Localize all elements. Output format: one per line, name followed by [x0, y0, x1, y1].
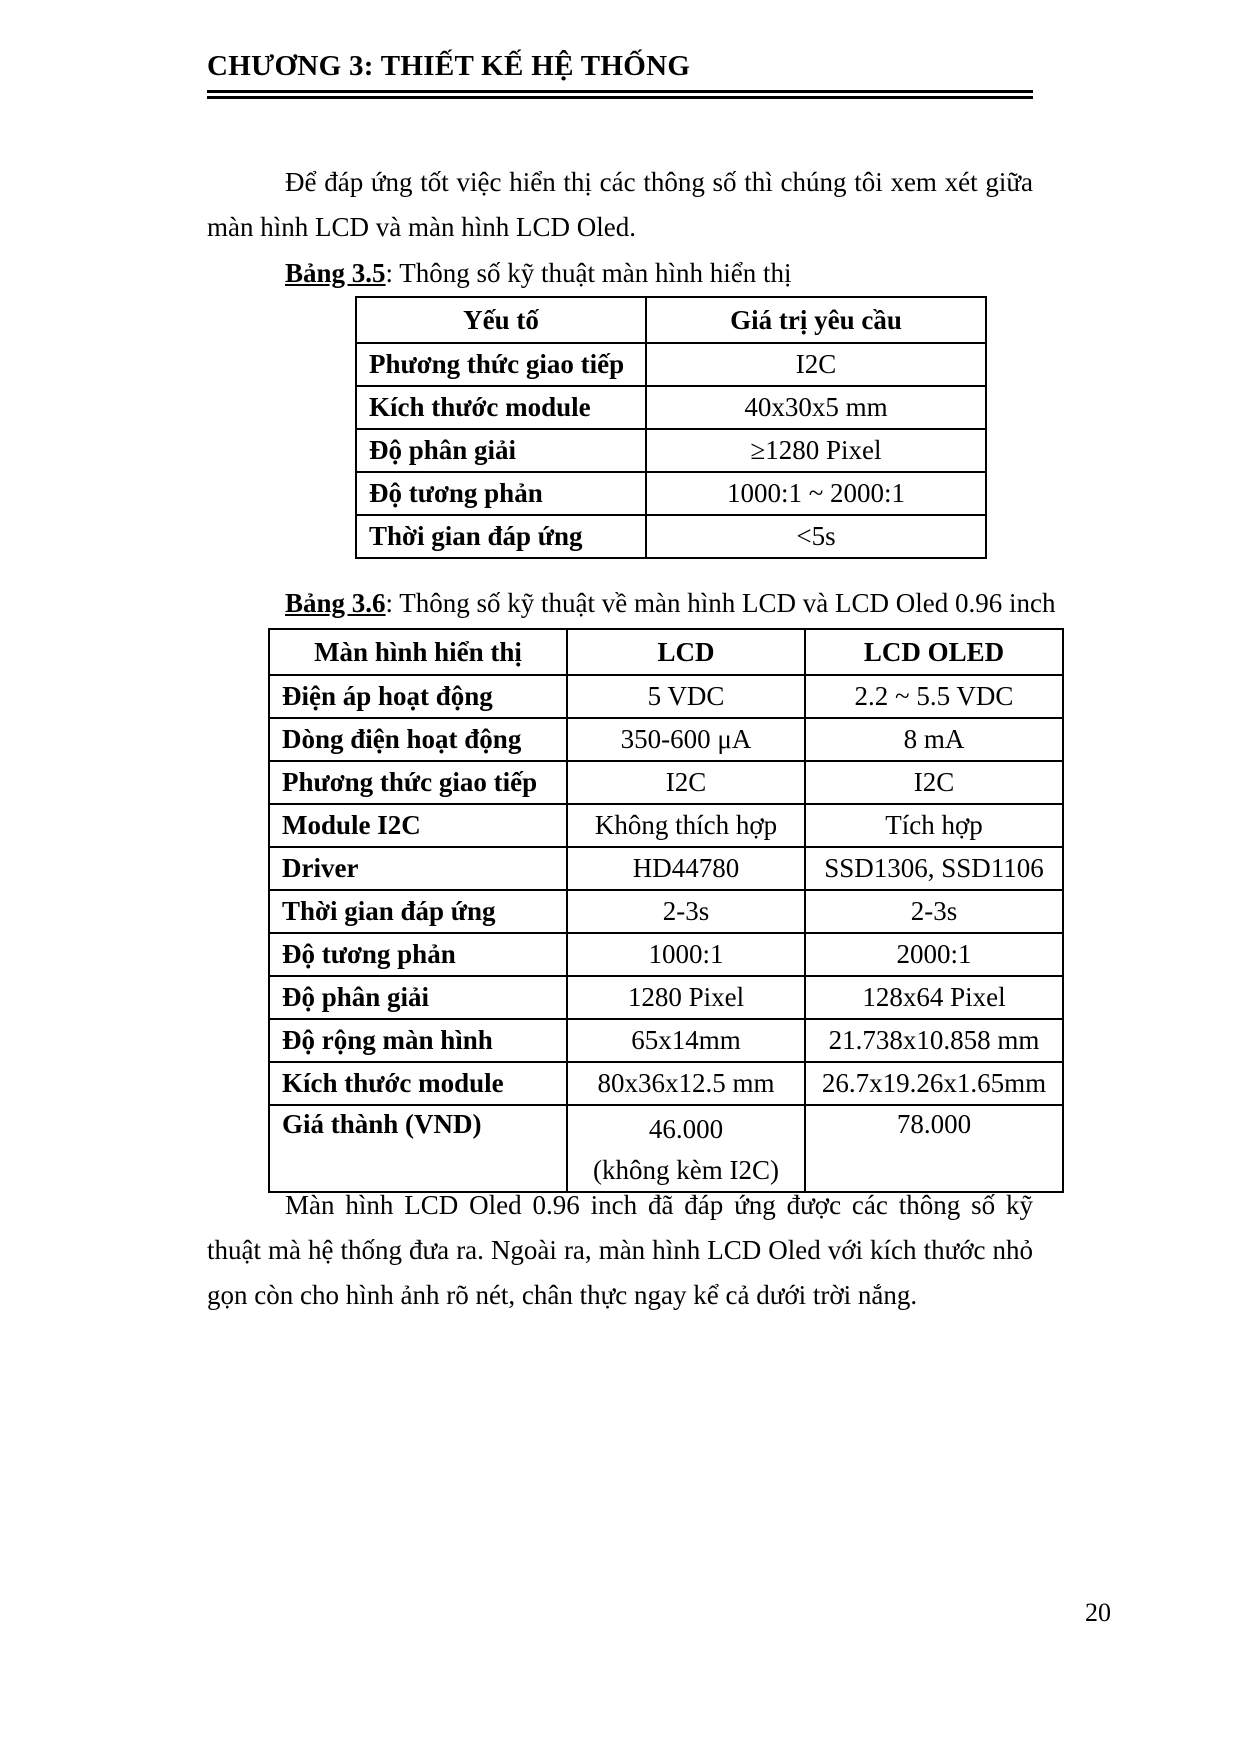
- lcd-value: 65x14mm: [567, 1019, 805, 1062]
- row-label: Module I2C: [269, 804, 567, 847]
- lcd-value: 1280 Pixel: [567, 976, 805, 1019]
- oled-value: SSD1306, SSD1106: [805, 847, 1063, 890]
- table-row: [269, 761, 1063, 804]
- column-header: Giá trị yêu cầu: [646, 297, 986, 343]
- lcd-price: 46.000: [648, 1114, 724, 1144]
- table-row: [269, 847, 1063, 890]
- lcd-value: 5 VDC: [567, 675, 805, 718]
- table-3-6-caption-text: : Thông số kỹ thuật về màn hình LCD và LCD Oled 0.96 inch: [385, 588, 1056, 618]
- table-3-5-caption-label: Bảng 3.5: [285, 258, 386, 288]
- column-header: LCD: [567, 629, 805, 675]
- oled-value: 2.2 ~ 5.5 VDC: [805, 675, 1063, 718]
- table-row: [356, 386, 986, 429]
- table-row: [269, 1105, 1063, 1192]
- lcd-value: 1000:1: [567, 933, 805, 976]
- row-value: 1000:1 ~ 2000:1: [646, 472, 986, 515]
- lcd-value: 80x36x12.5 mm: [567, 1062, 805, 1105]
- table-row: [269, 804, 1063, 847]
- lcd-value: [567, 1105, 805, 1192]
- oled-value: I2C: [805, 761, 1063, 804]
- oled-value: 2-3s: [805, 890, 1063, 933]
- row-label: Độ phân giải: [356, 429, 646, 472]
- row-label: Giá thành (VND): [269, 1105, 567, 1192]
- row-label: Phương thức giao tiếp: [356, 343, 646, 386]
- row-label: Độ tương phản: [356, 472, 646, 515]
- oled-value: 128x64 Pixel: [805, 976, 1063, 1019]
- oled-value: 78.000: [805, 1105, 1063, 1192]
- table-row: [356, 515, 986, 558]
- row-label: Điện áp hoạt động: [269, 675, 567, 718]
- compare-table-3-6: [268, 628, 1064, 1193]
- row-label: Phương thức giao tiếp: [269, 761, 567, 804]
- table-row: [269, 718, 1063, 761]
- row-label: Driver: [269, 847, 567, 890]
- table-row: [269, 1062, 1063, 1105]
- table-row: [269, 933, 1063, 976]
- page-number: 20: [1085, 1598, 1111, 1627]
- row-label: Kích thước module: [356, 386, 646, 429]
- lcd-price-note: (không kèm I2C): [593, 1155, 779, 1185]
- oled-value: Tích hợp: [805, 804, 1063, 847]
- row-label: Thời gian đáp ứng: [269, 890, 567, 933]
- row-label: Thời gian đáp ứng: [356, 515, 646, 558]
- lcd-value: 2-3s: [567, 890, 805, 933]
- lcd-value: 350-600 μA: [567, 718, 805, 761]
- chapter-heading: CHƯƠNG 3: THIẾT KẾ HỆ THỐNG: [207, 50, 691, 82]
- row-value: ≥1280 Pixel: [646, 429, 986, 472]
- table-row: [269, 976, 1063, 1019]
- oled-value: 2000:1: [805, 933, 1063, 976]
- row-label: Độ phân giải: [269, 976, 567, 1019]
- oled-value: 26.7x19.26x1.65mm: [805, 1062, 1063, 1105]
- column-header: Yếu tố: [356, 297, 646, 343]
- table-3-6-caption: [285, 588, 1055, 619]
- table-row: [356, 343, 986, 386]
- row-label: Độ rộng màn hình: [269, 1019, 567, 1062]
- column-header: Màn hình hiển thị: [269, 629, 567, 675]
- lcd-value: I2C: [567, 761, 805, 804]
- oled-value: 8 mA: [805, 718, 1063, 761]
- row-label: Kích thước module: [269, 1062, 567, 1105]
- conclusion-paragraph: Màn hình LCD Oled 0.96 inch đã đáp ứng được các thông số kỹ thuật mà hệ thống đưa ra. Ngoài ra, màn hình LCD Oled với kích thước nhỏ gọn còn cho hình ảnh rõ nét, chân thực ngay kể cả dưới trời nắng.: [207, 1190, 1033, 1310]
- row-value: 40x30x5 mm: [646, 386, 986, 429]
- row-value: I2C: [646, 343, 986, 386]
- row-label: Độ tương phản: [269, 933, 567, 976]
- intro-paragraph: Để đáp ứng tốt việc hiển thị các thông số thì chúng tôi xem xét giữa màn hình LCD và màn hình LCD Oled.: [207, 167, 1033, 242]
- lcd-value: Không thích hợp: [567, 804, 805, 847]
- table-3-5-caption: [285, 258, 792, 289]
- row-label: Dòng điện hoạt động: [269, 718, 567, 761]
- heading-divider-rule: [207, 90, 1033, 99]
- row-value: <5s: [646, 515, 986, 558]
- table-row: [269, 629, 1063, 675]
- table-row: [269, 675, 1063, 718]
- table-3-5-caption-text: : Thông số kỹ thuật màn hình hiển thị: [385, 258, 792, 288]
- table-row: [356, 429, 986, 472]
- table-3-6-caption-label: Bảng 3.6: [285, 588, 386, 618]
- lcd-value: HD44780: [567, 847, 805, 890]
- oled-value: 21.738x10.858 mm: [805, 1019, 1063, 1062]
- table-row: [269, 1019, 1063, 1062]
- spec-table-3-5: [355, 296, 987, 559]
- table-row: [356, 297, 986, 343]
- table-row: [269, 890, 1063, 933]
- table-row: [356, 472, 986, 515]
- column-header: LCD OLED: [805, 629, 1063, 675]
